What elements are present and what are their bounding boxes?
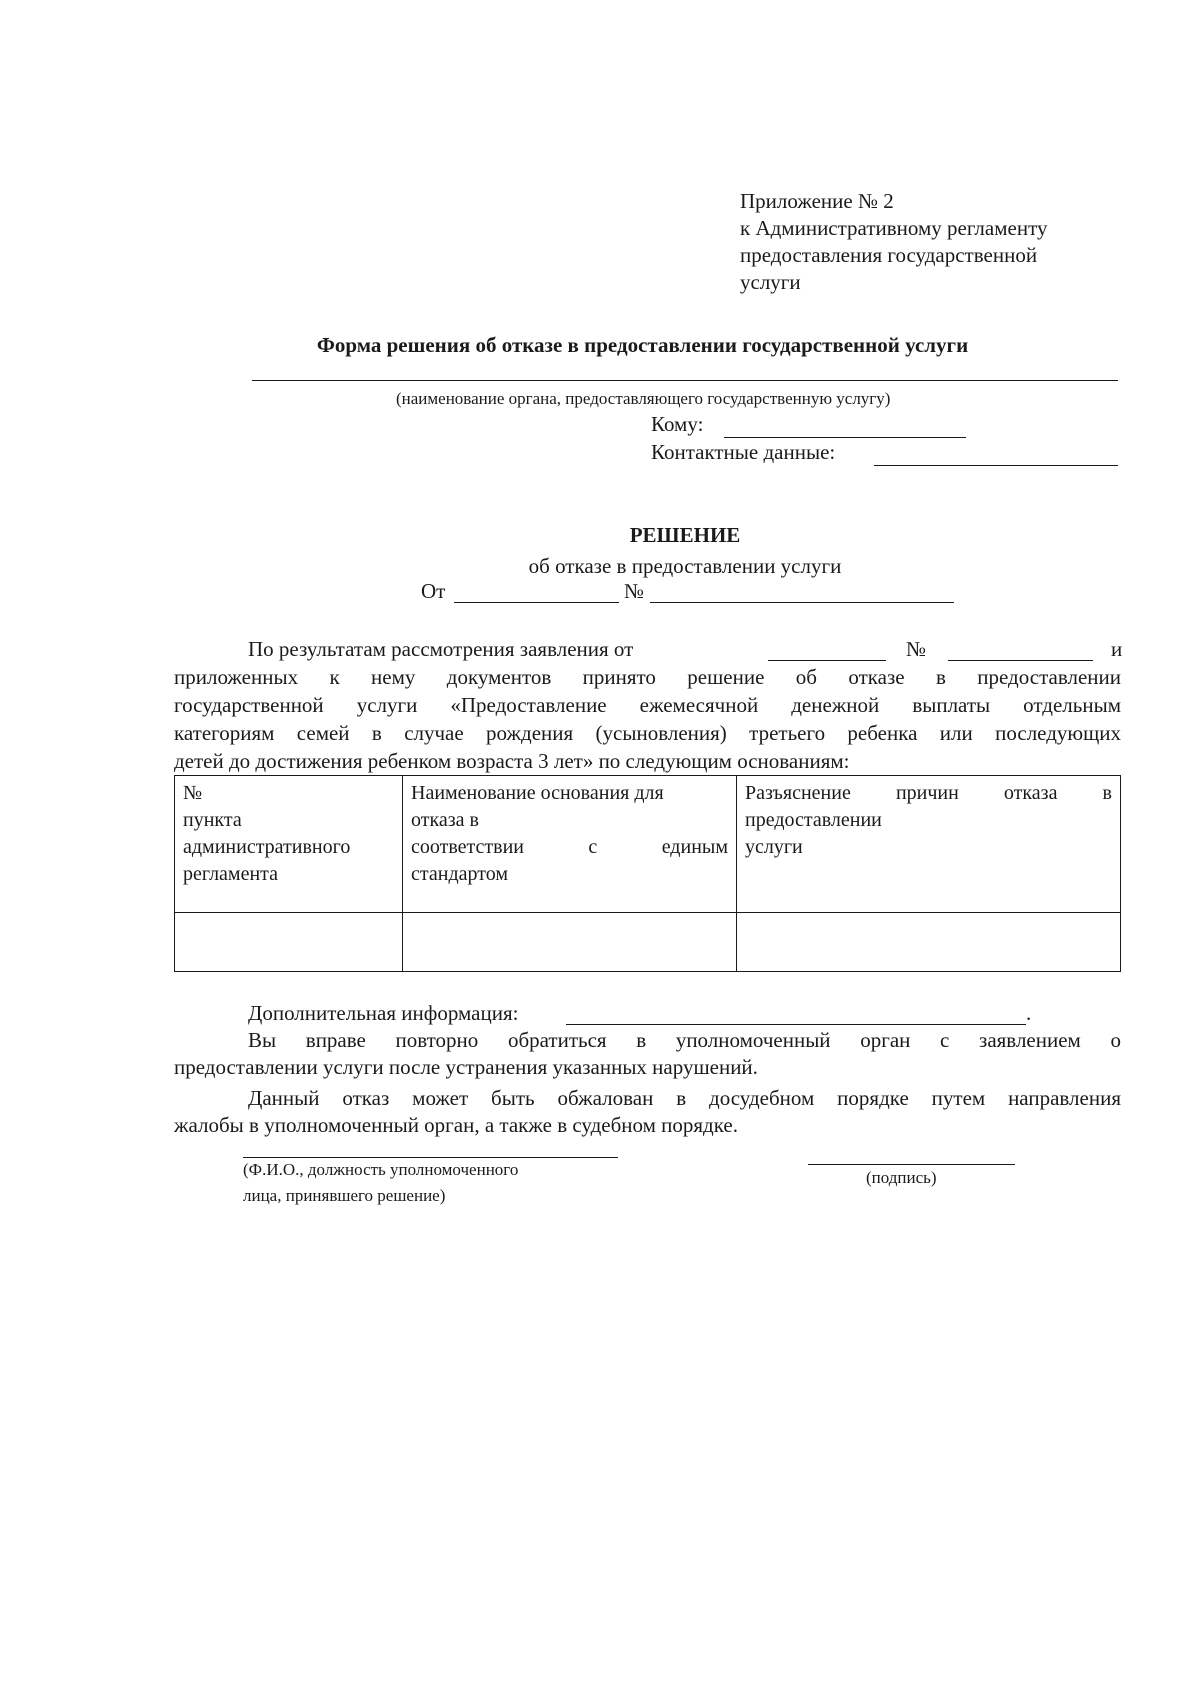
to-label: Кому: [651, 412, 704, 436]
body-line-3: государственной услуги «Предоставление ежемесячной денежной выплаты отдельным [174, 693, 1121, 717]
table-cell[interactable] [737, 913, 1121, 972]
body-line-5: детей до достижения ребенком возраста 3 лет» по следующим основаниям: [174, 749, 850, 773]
appendix-line-4: услуги [740, 270, 801, 294]
official-name-caption-1: (Ф.И.О., должность уполномоченного [243, 1160, 519, 1179]
body-line-1b: № [906, 637, 927, 661]
signature-caption: (подпись) [866, 1168, 937, 1187]
signature-line [808, 1164, 1015, 1165]
reapply-line-1: Вы вправе повторно обратиться в уполномоченный орган с заявлением о [248, 1028, 1121, 1052]
official-name-caption-2: лица, принявшего решение) [243, 1186, 446, 1205]
decision-number-line [650, 602, 954, 603]
additional-info-label: Дополнительная информация: [248, 1001, 519, 1025]
form-title: Форма решения об отказе в предоставлении государственной услуги [316, 333, 969, 357]
header-cell-ground-name: Наименование основания для отказа в соответствии с единым стандартом [403, 776, 737, 913]
to-field-line [724, 437, 966, 438]
body-line-2: приложенных к нему документов принято решение об отказе в предоставлении [174, 665, 1121, 689]
header-cell-clause: № пункта административного регламента [175, 776, 403, 913]
body-line-4: категориям семей в случае рождения (усыновления) третьего ребенка или последующих [174, 721, 1121, 745]
decision-from-label: От [421, 579, 446, 603]
refusal-grounds-table [174, 775, 1121, 972]
table-header-row [175, 776, 1121, 913]
decision-date-line [454, 602, 619, 603]
body-line-1c: и [1111, 637, 1123, 661]
contact-field-line [874, 465, 1118, 466]
appendix-line-2: к Административному регламенту [740, 216, 1048, 240]
appeal-line-2: жалобы в уполномоченный орган, а также в судебном порядке. [174, 1113, 738, 1137]
additional-info-end: . [1026, 1001, 1032, 1025]
body-line-1a: По результатам рассмотрения заявления от [248, 637, 634, 661]
table-row [175, 913, 1121, 972]
reapply-line-2: предоставлении услуги после устранения указанных нарушений. [174, 1055, 758, 1079]
application-number-line [948, 660, 1093, 661]
decision-subtitle: об отказе в предоставлении услуги [528, 554, 842, 578]
application-date-line [768, 660, 886, 661]
appendix-line-3: предоставления государственной [740, 243, 1038, 267]
header-cell-explanation: Разъяснение причин отказа в предоставлении услуги [737, 776, 1121, 913]
table-cell[interactable] [175, 913, 403, 972]
appendix-block [740, 188, 1160, 296]
table-cell[interactable] [403, 913, 737, 972]
authority-caption: (наименование органа, предоставляющего государственную услугу) [396, 389, 891, 408]
authority-name-line [252, 380, 1118, 381]
appeal-line-1: Данный отказ может быть обжалован в досудебном порядке путем направления [248, 1086, 1121, 1110]
decision-number-label: № [624, 579, 645, 603]
contact-label: Контактные данные: [651, 440, 836, 464]
appendix-line-1: Приложение № 2 [740, 189, 894, 213]
decision-title: РЕШЕНИЕ [629, 523, 741, 547]
additional-info-line [566, 1024, 1026, 1025]
